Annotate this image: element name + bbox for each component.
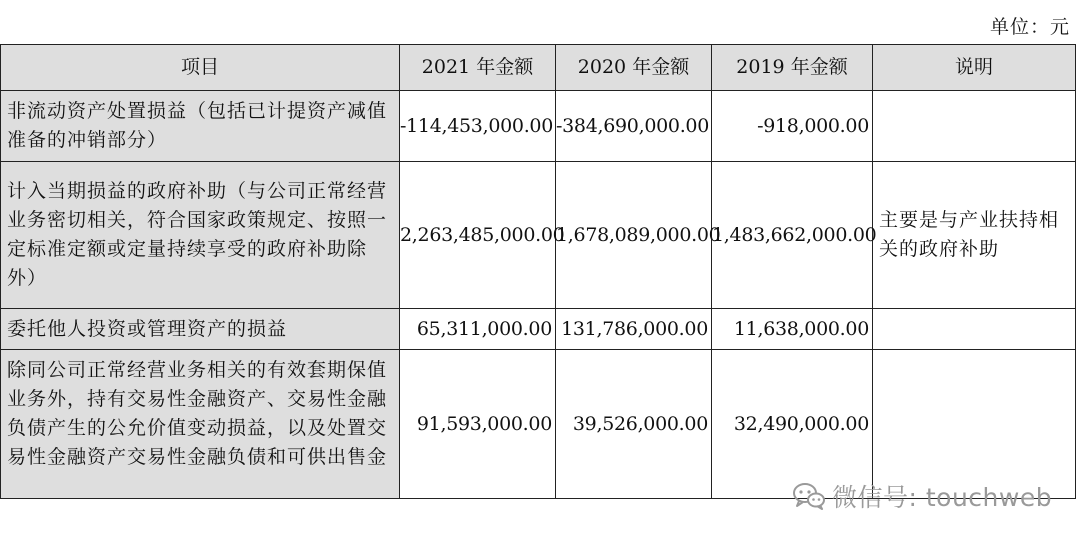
value-2020: 131,786,000.00	[556, 309, 712, 350]
wechat-watermark	[792, 478, 1052, 514]
value-2020: 1,678,089,000.00	[556, 162, 712, 309]
value-2021: 91,593,000.00	[400, 350, 556, 499]
row-item: 非流动资产处置损益（包括已计提资产减值准备的冲销部分）	[1, 91, 400, 162]
header-2021: 2021 年金额	[400, 45, 556, 91]
value-2020: -384,690,000.00	[556, 91, 712, 162]
value-2019: 11,638,000.00	[712, 309, 873, 350]
header-item: 项目	[1, 45, 400, 91]
table-row	[1, 309, 1076, 350]
unit-label: 单位：元	[989, 16, 1070, 38]
value-2019: 32,490,000.00	[712, 350, 873, 499]
value-2019: 1,483,662,000.00	[712, 162, 873, 309]
value-2019: -918,000.00	[712, 91, 873, 162]
wechat-icon	[792, 481, 826, 511]
value-2021: -114,453,000.00	[400, 91, 556, 162]
table-row	[1, 91, 1076, 162]
table-row	[1, 162, 1076, 309]
row-note	[873, 309, 1076, 350]
header-2019: 2019 年金额	[712, 45, 873, 91]
row-item: 除同公司正常经营业务相关的有效套期保值业务外，持有交易性金融资产、交易性金融负债产生的公允价值变动损益，以及处置交易性金融资产交易性金融负债和可供出售金	[1, 350, 400, 499]
header-note: 说明	[873, 45, 1076, 91]
header-2020: 2020 年金额	[556, 45, 712, 91]
row-item: 计入当期损益的政府补助（与公司正常经营业务密切相关，符合国家政策规定、按照一定标准定额或定量持续享受的政府补助除外）	[1, 162, 400, 309]
table-header-row	[1, 45, 1076, 91]
value-2021: 65,311,000.00	[400, 309, 556, 350]
watermark-text: 微信号: touchweb	[832, 483, 1053, 512]
row-note	[873, 350, 1076, 499]
value-2021: 2,263,485,000.00	[400, 162, 556, 309]
value-2020: 39,526,000.00	[556, 350, 712, 499]
table-row	[1, 350, 1076, 499]
financial-table	[0, 44, 1076, 499]
row-item: 委托他人投资或管理资产的损益	[1, 309, 400, 350]
row-note: 主要是与产业扶持相关的政府补助	[873, 162, 1076, 309]
row-note	[873, 91, 1076, 162]
